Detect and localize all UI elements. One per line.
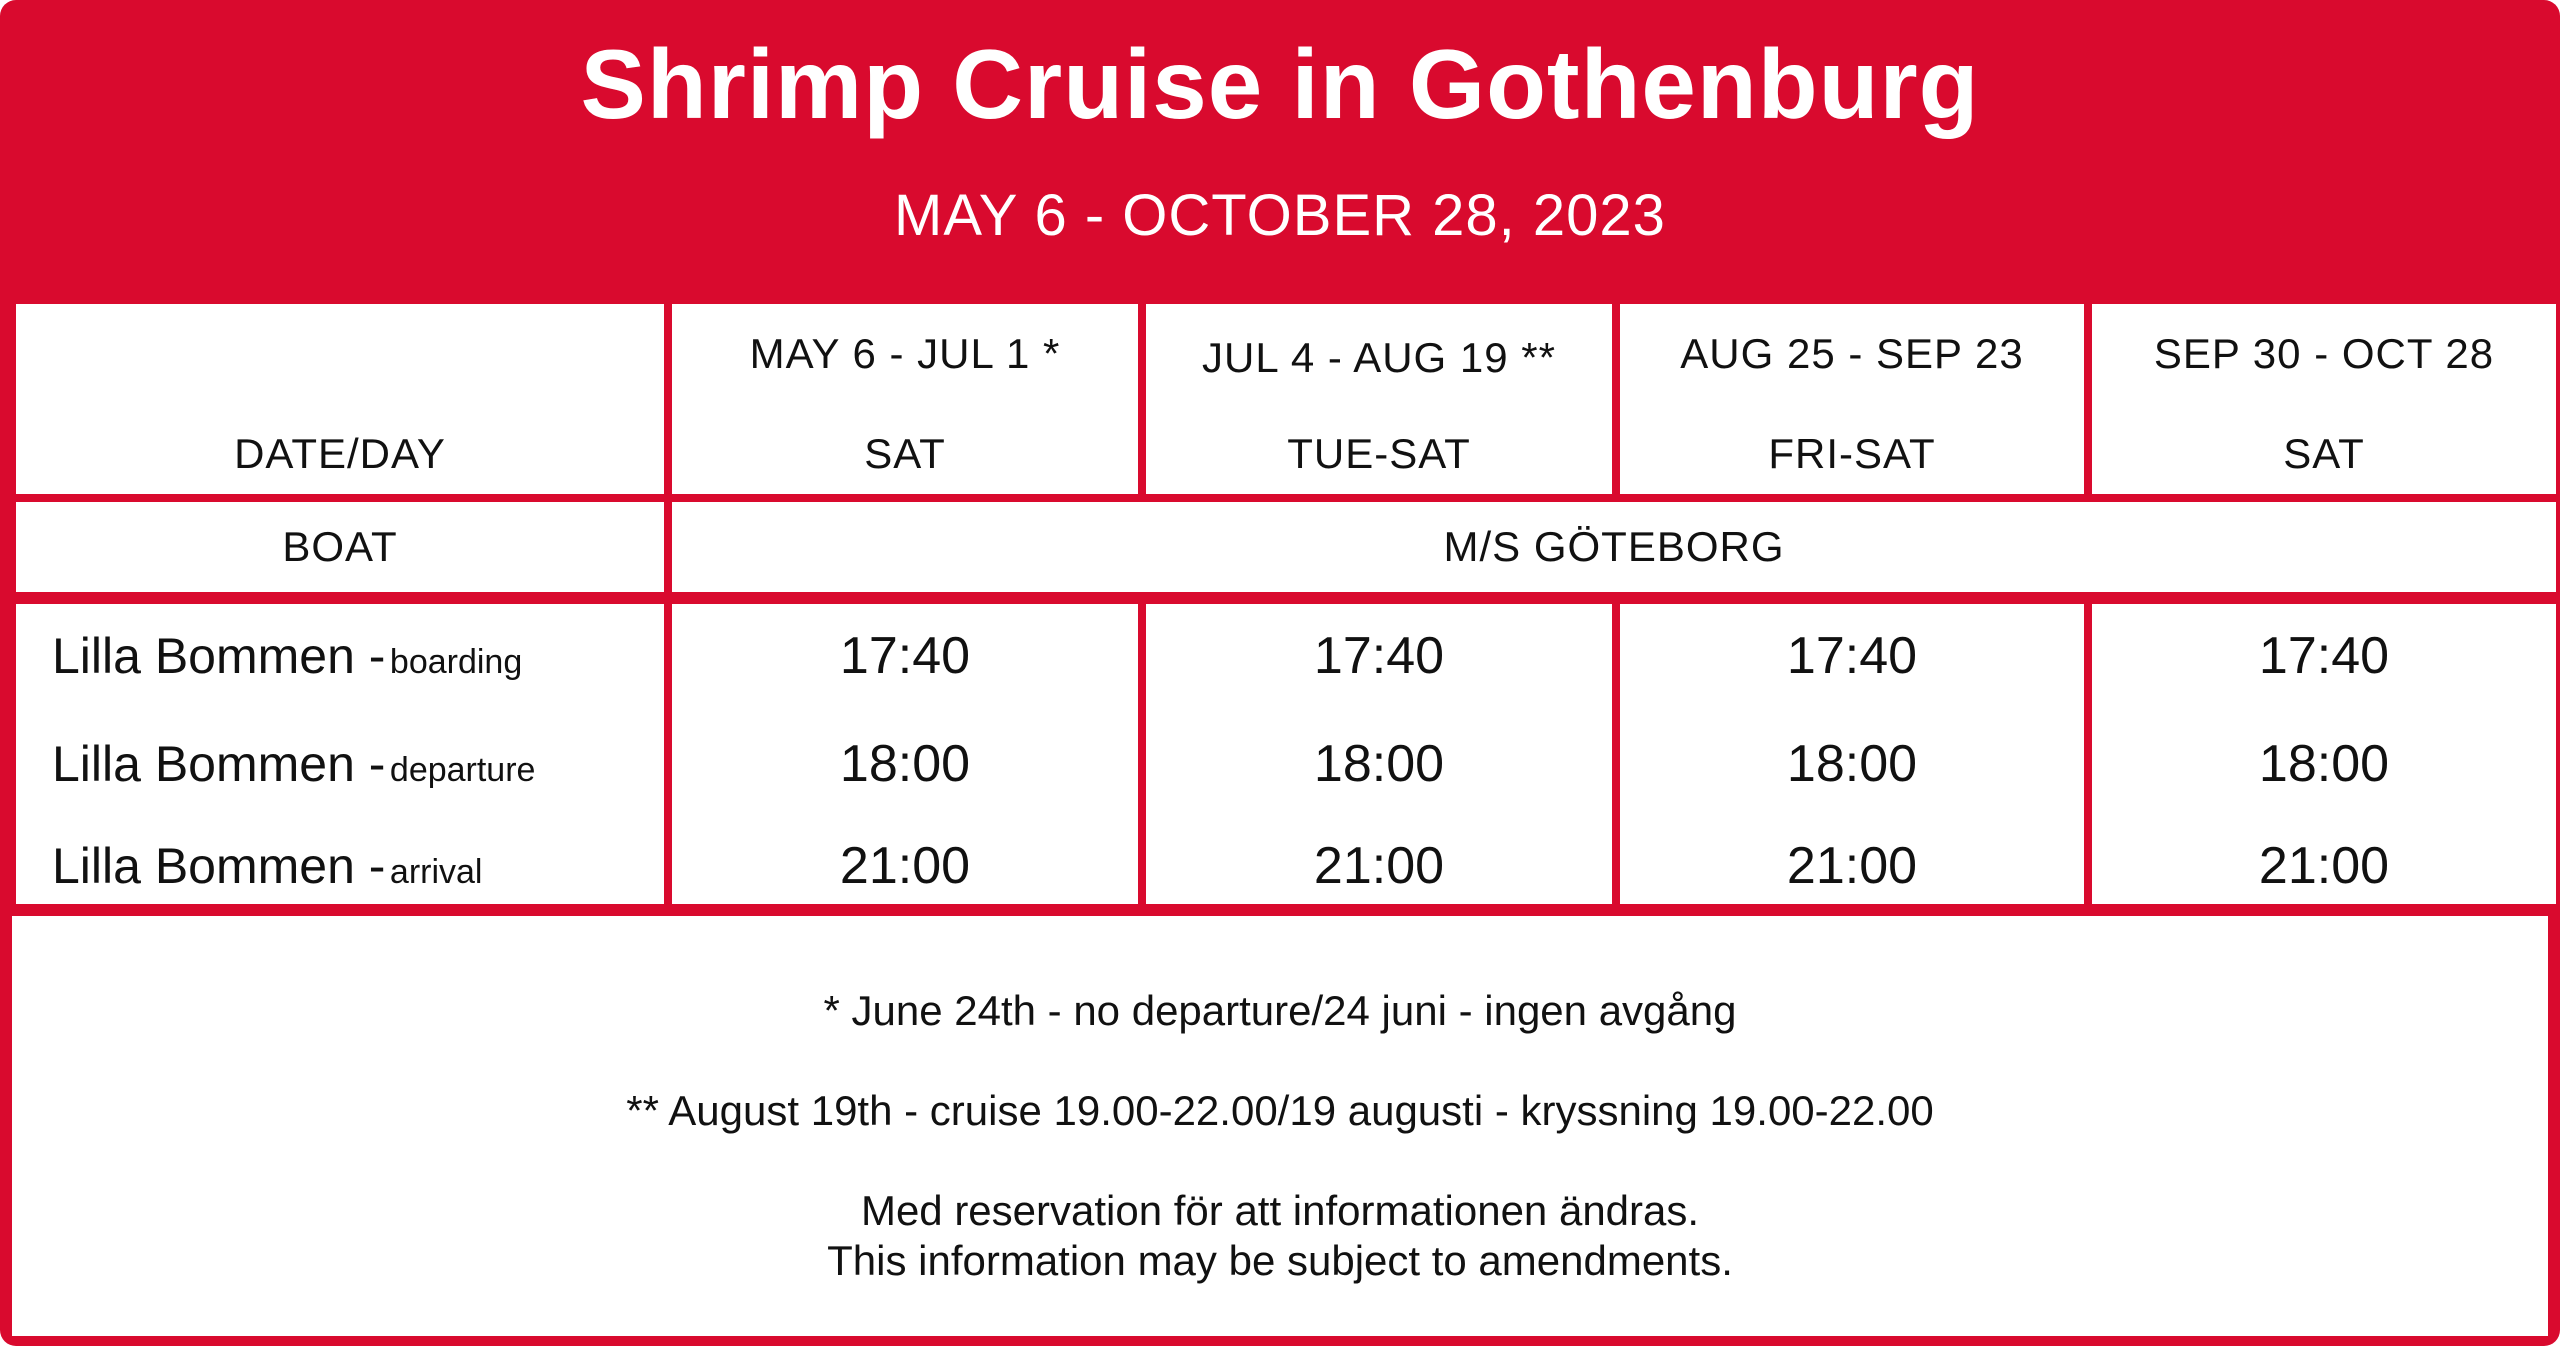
period-days: SAT bbox=[2283, 430, 2365, 477]
boarding-time: 17:40 bbox=[2258, 627, 2390, 685]
departure-time: 18:00 bbox=[1786, 735, 1918, 793]
period-dates: JUL 4 - AUG 19 ** bbox=[1202, 334, 1556, 381]
header-cell-period-2 bbox=[1146, 304, 1612, 494]
footnotes-panel bbox=[12, 916, 2548, 1336]
period-dates: SEP 30 - OCT 28 bbox=[2153, 330, 2495, 377]
times-cell-period-4 bbox=[2092, 604, 2556, 904]
header-cell-period-4 bbox=[2092, 304, 2556, 494]
boat-name: M/S GÖTEBORG bbox=[1443, 523, 1785, 570]
arrival-time: 21:00 bbox=[839, 837, 971, 895]
times-cell-period-3 bbox=[1620, 604, 2084, 904]
header-cell-period-1 bbox=[672, 304, 1138, 494]
departure-time: 18:00 bbox=[1313, 735, 1445, 793]
event-kind: boarding bbox=[389, 643, 523, 681]
page-title: Shrimp Cruise in Gothenburg bbox=[580, 29, 1980, 139]
row-label-departure bbox=[52, 724, 535, 804]
row-labels-cell bbox=[16, 604, 664, 904]
boat-name-cell bbox=[672, 502, 2556, 592]
place-name: Lilla Bommen - bbox=[52, 838, 386, 894]
boat-label-cell bbox=[16, 502, 664, 592]
row-label-arrival bbox=[52, 826, 482, 906]
place-name: Lilla Bommen - bbox=[52, 736, 386, 792]
footnote-june: * June 24th - no departure/24 juni - ingen avgång bbox=[823, 987, 1737, 1034]
header-cell-period-3 bbox=[1620, 304, 2084, 494]
event-kind: arrival bbox=[389, 853, 483, 891]
period-dates: MAY 6 - JUL 1 * bbox=[749, 330, 1061, 377]
disclaimer-english: This information may be subject to amendments. bbox=[827, 1237, 1733, 1284]
period-days: FRI-SAT bbox=[1768, 430, 1936, 477]
boarding-time: 17:40 bbox=[1786, 627, 1918, 685]
departure-time: 18:00 bbox=[2258, 735, 2390, 793]
date-day-label: DATE/DAY bbox=[234, 430, 446, 477]
boat-label: BOAT bbox=[282, 523, 398, 570]
boarding-time: 17:40 bbox=[1313, 627, 1445, 685]
disclaimer-swedish: Med reservation för att informationen ändras. bbox=[860, 1187, 1700, 1234]
times-cell-period-1 bbox=[672, 604, 1138, 904]
arrival-time: 21:00 bbox=[1786, 837, 1918, 895]
departure-time: 18:00 bbox=[839, 735, 971, 793]
event-kind: departure bbox=[389, 751, 536, 789]
season-dates: MAY 6 - OCTOBER 28, 2023 bbox=[894, 183, 1666, 248]
period-days: TUE-SAT bbox=[1287, 430, 1471, 477]
footnote-august: ** August 19th - cruise 19.00-22.00/19 augusti - kryssning 19.00-22.00 bbox=[626, 1087, 1934, 1134]
times-cell-period-2 bbox=[1146, 604, 1612, 904]
place-name: Lilla Bommen - bbox=[52, 628, 386, 684]
row-label-boarding bbox=[52, 616, 522, 696]
arrival-time: 21:00 bbox=[2258, 837, 2390, 895]
header-cell-date-day bbox=[16, 304, 664, 494]
boarding-time: 17:40 bbox=[839, 627, 971, 685]
period-days: SAT bbox=[864, 430, 946, 477]
arrival-time: 21:00 bbox=[1313, 837, 1445, 895]
period-dates: AUG 25 - SEP 23 bbox=[1680, 330, 2024, 377]
